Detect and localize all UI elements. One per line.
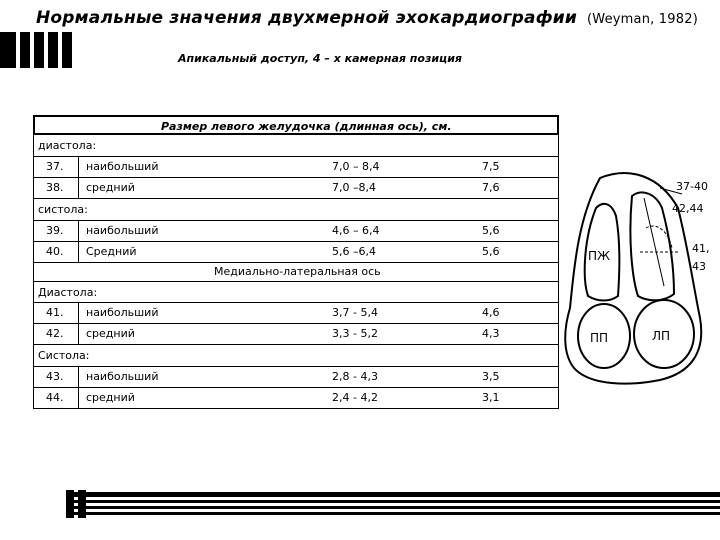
echo-values-table: [33, 115, 559, 409]
section-label: Систола:: [38, 349, 90, 362]
row-number: 39.: [46, 224, 64, 237]
section-diastole-1: [33, 135, 559, 157]
label-37-40: 37-40: [676, 180, 708, 193]
section-systole-1: [33, 199, 559, 221]
row-average: 5,6: [482, 224, 500, 237]
row-label: наибольший: [86, 160, 159, 173]
table-header: [33, 115, 559, 135]
row-label: наибольший: [86, 370, 159, 383]
label-la: ЛП: [652, 329, 671, 343]
row-range: 4,6 – 6,4: [332, 224, 380, 237]
row-range: 7,0 – 8,4: [332, 160, 380, 173]
page-title: [36, 8, 698, 28]
heart-four-chamber-diagram: [560, 168, 720, 390]
section-systole-2: [33, 345, 559, 367]
row-number: 38.: [46, 181, 64, 194]
row-label: средний: [86, 181, 135, 194]
section-label: диастола:: [38, 139, 97, 152]
left-ventricle: [630, 192, 674, 300]
row-label: Средний: [86, 245, 137, 258]
label-42-44: 42,44: [672, 202, 704, 215]
row-range: 5,6 –6,4: [332, 245, 376, 258]
label-rv: ПЖ: [588, 249, 610, 263]
decorative-bars-bottom: [66, 490, 720, 518]
row-average: 3,5: [482, 370, 500, 383]
table-row: [33, 388, 559, 409]
section-diastole-2: [33, 281, 559, 303]
decorative-bars-top: [0, 30, 74, 70]
row-range: 2,8 - 4,3: [332, 370, 378, 383]
title-text: Нормальные значения двухмерной эхокардиографии: [36, 8, 578, 28]
row-average: 3,1: [482, 391, 500, 404]
table-row: [33, 157, 559, 178]
row-number: 37.: [46, 160, 64, 173]
table-row: [33, 303, 559, 324]
table-header-text: Размер левого желудочка (длинная ось), см.: [161, 120, 452, 133]
row-average: 4,6: [482, 306, 500, 319]
row-average: 7,6: [482, 181, 500, 194]
row-label: средний: [86, 327, 135, 340]
label-41: 41,: [692, 242, 710, 255]
row-label: наибольший: [86, 306, 159, 319]
row-number: 41.: [46, 306, 64, 319]
row-range: 2,4 - 4,2: [332, 391, 378, 404]
row-number: 40.: [46, 245, 64, 258]
mid-header-text: Медиально-латеральная ось: [214, 265, 381, 278]
table-row: [33, 367, 559, 388]
row-number: 43.: [46, 370, 64, 383]
page-subtitle: Апикальный доступ, 4 – х камерная позиция: [178, 52, 462, 65]
row-range: 3,3 - 5,2: [332, 327, 378, 340]
row-label: средний: [86, 391, 135, 404]
row-average: 5,6: [482, 245, 500, 258]
mid-header: [33, 263, 559, 281]
table-row: [33, 221, 559, 242]
section-label: систола:: [38, 203, 88, 216]
title-reference: (Weyman, 1982): [587, 12, 698, 27]
table-row: [33, 242, 559, 263]
label-43: 43: [692, 260, 706, 273]
row-number: 44.: [46, 391, 64, 404]
row-number: 42.: [46, 327, 64, 340]
table-row: [33, 178, 559, 199]
section-label: Диастола:: [38, 286, 98, 299]
row-average: 4,3: [482, 327, 500, 340]
table-row: [33, 324, 559, 345]
label-ra: ПП: [590, 331, 609, 345]
row-range: 3,7 - 5,4: [332, 306, 378, 319]
row-range: 7,0 –8,4: [332, 181, 376, 194]
row-average: 7,5: [482, 160, 500, 173]
row-label: наибольший: [86, 224, 159, 237]
